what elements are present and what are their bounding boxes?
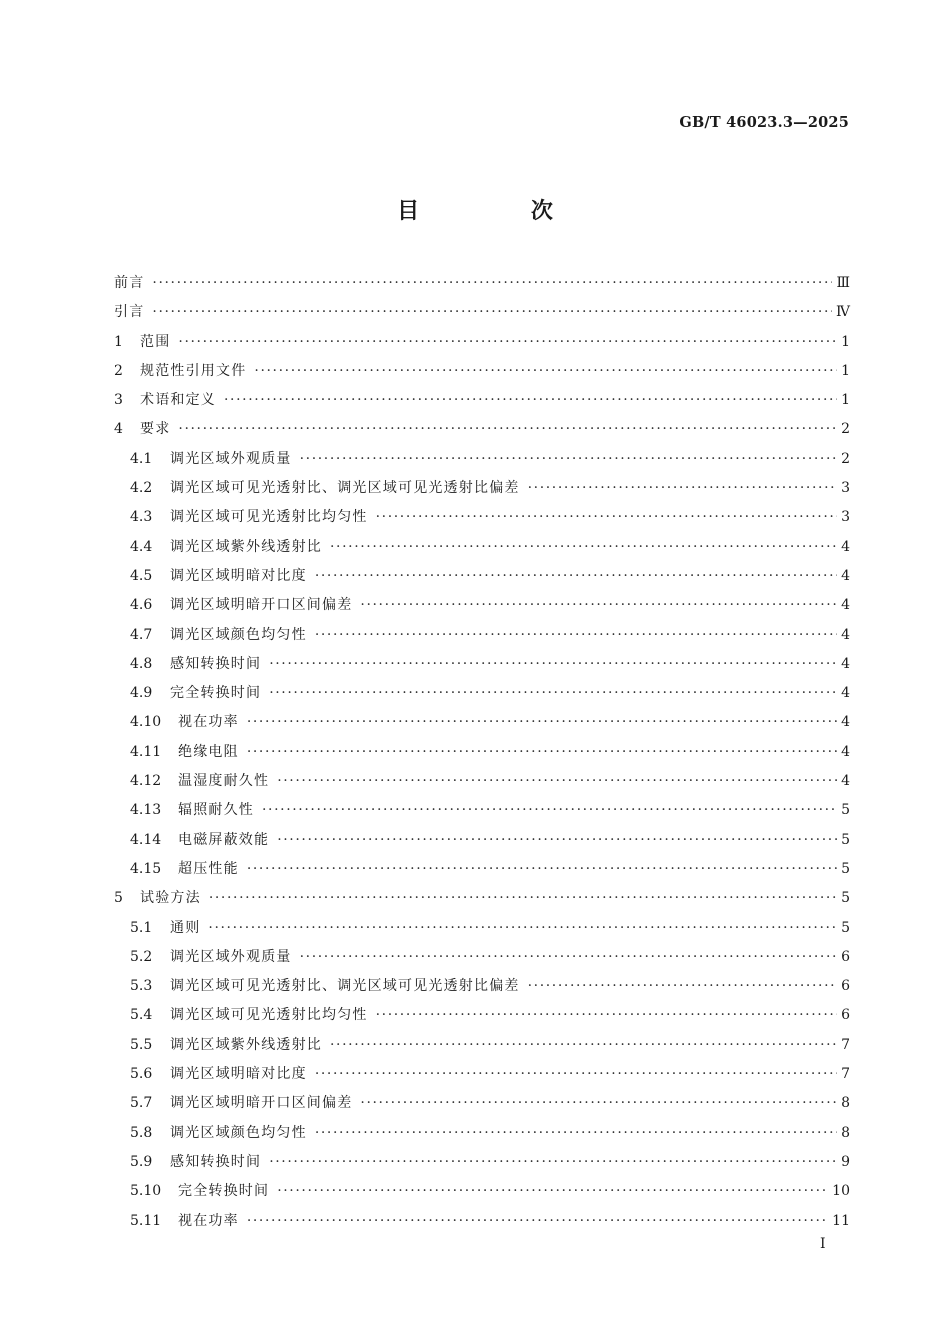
toc-entry[interactable]	[114, 767, 850, 796]
toc-entry-title: 术语和定义	[140, 392, 216, 409]
toc-entry-page: 1	[841, 362, 850, 379]
toc-entry-page: 4	[841, 714, 850, 731]
toc-entry-title: 规范性引用文件	[140, 362, 247, 379]
toc-entry-title: 范围	[140, 333, 171, 350]
toc-entry-number: 5.3	[130, 978, 153, 995]
toc-entry-page: Ⅳ	[836, 304, 850, 321]
toc-entry-page: 4	[841, 597, 850, 614]
dot-leader	[224, 386, 837, 415]
toc-entry-title: 调光区域可见光透射比均匀性	[170, 509, 368, 526]
toc-entry[interactable]	[114, 1177, 850, 1206]
toc-entry-title: 前言	[114, 275, 145, 291]
toc-entry-title: 调光区域紫外线透射比	[170, 538, 322, 555]
toc-entry-number: 2	[114, 362, 123, 379]
toc-entry-page: 5	[841, 802, 850, 819]
toc-entry-page: 4	[841, 743, 850, 760]
toc-entry-number: 4.12	[130, 773, 162, 790]
toc-entry-title: 调光区域可见光透射比均匀性	[170, 1007, 368, 1024]
toc-entry[interactable]	[114, 796, 850, 825]
toc-entry[interactable]	[114, 591, 850, 620]
toc-entry-title: 完全转换时间	[170, 685, 262, 702]
toc-entry-page: 5	[841, 860, 850, 877]
toc-entry[interactable]	[114, 1001, 850, 1030]
toc-entry-number: 4.4	[130, 538, 153, 555]
toc-entry-page: 4	[841, 685, 850, 702]
toc-entry[interactable]	[114, 1089, 850, 1118]
toc-entry-page: 3	[841, 480, 850, 497]
dot-leader	[277, 1177, 828, 1206]
toc-entry[interactable]	[114, 474, 850, 503]
dot-leader	[315, 562, 837, 591]
toc-entry-page: 7	[841, 1066, 850, 1083]
toc-entry[interactable]	[114, 1207, 850, 1236]
toc-entry-title: 辐照耐久性	[178, 802, 254, 819]
toc-entry-number: 4.8	[130, 655, 153, 672]
toc-entry[interactable]	[114, 621, 850, 650]
dot-leader	[208, 914, 837, 943]
toc-entry[interactable]	[114, 1148, 850, 1177]
toc-entry-page: 4	[841, 626, 850, 643]
toc-entry[interactable]	[114, 386, 850, 415]
toc-entry[interactable]	[114, 679, 850, 708]
toc-entry-title: 绝缘电阻	[178, 743, 239, 760]
toc-entry[interactable]	[114, 914, 850, 943]
toc-entry-title: 调光区域外观质量	[170, 450, 292, 467]
toc-entry-number: 5.11	[130, 1212, 162, 1229]
dot-leader	[277, 826, 837, 855]
dot-leader	[376, 1001, 837, 1030]
dot-leader	[315, 1060, 837, 1089]
toc-entry-title: 调光区域明暗开口区间偏差	[170, 1095, 353, 1112]
toc-entry-title: 要求	[140, 421, 171, 438]
toc-entry[interactable]	[114, 855, 850, 884]
toc-entry-page: 4	[841, 538, 850, 555]
toc-entry-number: 4.11	[130, 743, 162, 760]
dot-leader	[262, 796, 837, 825]
dot-leader	[247, 855, 837, 884]
toc-entry-page: 4	[841, 773, 850, 790]
dot-leader	[528, 972, 837, 1001]
dot-leader	[330, 1031, 837, 1060]
toc-entry-title: 调光区域颜色均匀性	[170, 626, 307, 643]
toc-entry-page: 7	[841, 1036, 850, 1053]
toc-entry-title: 调光区域明暗开口区间偏差	[170, 597, 353, 614]
toc-entry-page: 8	[841, 1095, 850, 1112]
toc-entry-page: 8	[841, 1124, 850, 1141]
toc-entry-page: 5	[841, 919, 850, 936]
toc-entry[interactable]	[114, 972, 850, 1001]
toc-entry-page: 1	[841, 392, 850, 409]
toc-entry-number: 5.4	[130, 1007, 153, 1024]
dot-leader	[247, 738, 837, 767]
toc-entry-number: 4.1	[130, 450, 153, 467]
dot-leader	[209, 884, 837, 913]
dot-leader	[269, 1148, 837, 1177]
dot-leader	[247, 708, 837, 737]
toc-entry-page: 1	[841, 333, 850, 350]
dot-leader	[300, 445, 837, 474]
toc-entry-title: 完全转换时间	[178, 1183, 270, 1200]
toc-entry-title: 视在功率	[178, 714, 239, 731]
toc-entry-number: 5.10	[130, 1183, 162, 1200]
dot-leader	[277, 767, 837, 796]
toc-entry-page: 4	[841, 655, 850, 672]
toc-entry-number: 5	[114, 890, 123, 907]
toc-entry-title: 温湿度耐久性	[178, 773, 270, 790]
toc-entry-title: 电磁屏蔽效能	[178, 831, 270, 848]
toc-entry[interactable]	[114, 826, 850, 855]
dot-leader	[315, 621, 837, 650]
toc-entry-title: 调光区域可见光透射比、调光区域可见光透射比偏差	[170, 480, 520, 497]
toc-entry-title: 引言	[114, 304, 145, 321]
toc-entry-title: 超压性能	[178, 860, 239, 877]
toc-entry[interactable]	[114, 445, 850, 474]
toc-entry-number: 3	[114, 392, 123, 409]
dot-leader	[315, 1119, 837, 1148]
toc-entry-number: 1	[114, 333, 123, 350]
toc-entry-number: 4.3	[130, 509, 153, 526]
toc-entry-page: 5	[841, 890, 850, 907]
toc-entry-title: 通则	[170, 919, 201, 936]
toc-entry-title: 调光区域颜色均匀性	[170, 1124, 307, 1141]
toc-entry-page: 5	[841, 831, 850, 848]
toc-entry[interactable]	[114, 533, 850, 562]
toc-entry-number: 4.9	[130, 685, 153, 702]
toc-entry-page: 6	[841, 1007, 850, 1024]
toc-entry[interactable]	[114, 415, 850, 444]
page-title: 目 次	[397, 199, 605, 224]
toc-entry-title: 调光区域明暗对比度	[170, 567, 307, 584]
toc-entry-number: 4.6	[130, 597, 153, 614]
toc-entry[interactable]	[114, 650, 850, 679]
dot-leader	[152, 269, 832, 298]
dot-leader	[247, 1207, 828, 1236]
toc-entry[interactable]	[114, 357, 850, 386]
toc-entry-page: 6	[841, 948, 850, 965]
toc-entry-page: 2	[841, 421, 850, 438]
dot-leader	[528, 474, 837, 503]
dot-leader	[360, 1089, 837, 1118]
toc-entry-page: 3	[841, 509, 850, 526]
toc-entry-number: 4	[114, 421, 123, 438]
toc-entry-number: 4.7	[130, 626, 153, 643]
dot-leader	[178, 328, 837, 357]
toc-entry-number: 4.15	[130, 860, 162, 877]
standard-code: GB/T 46023.3—2025	[679, 114, 849, 131]
toc-entry-number: 5.7	[130, 1095, 153, 1112]
toc-entry[interactable]	[114, 943, 850, 972]
toc-entry[interactable]	[114, 738, 850, 767]
toc-entry-number: 4.2	[130, 480, 153, 497]
toc-entry-number: 4.5	[130, 567, 153, 584]
toc-entry-title: 感知转换时间	[170, 655, 262, 672]
toc-entry-page: 9	[841, 1153, 850, 1170]
toc-entry-title: 感知转换时间	[170, 1153, 262, 1170]
toc-entry-page: 2	[841, 450, 850, 467]
toc-entry-title: 调光区域明暗对比度	[170, 1066, 307, 1083]
toc-entry-page: 4	[841, 567, 850, 584]
toc-entry-page: 6	[841, 978, 850, 995]
toc-entry-title: 调光区域紫外线透射比	[170, 1036, 322, 1053]
toc-entry-number: 4.14	[130, 831, 162, 848]
toc-entry-number: 5.1	[130, 919, 153, 936]
toc-entry[interactable]	[114, 1060, 850, 1089]
toc-entry-title: 试验方法	[140, 890, 201, 907]
toc-entry[interactable]	[114, 1031, 850, 1060]
toc-entry-number: 5.9	[130, 1153, 153, 1170]
dot-leader	[269, 650, 837, 679]
toc-entry-title: 调光区域可见光透射比、调光区域可见光透射比偏差	[170, 978, 520, 995]
toc-entry[interactable]	[114, 298, 850, 327]
toc-entry[interactable]	[114, 562, 850, 591]
page-number: I	[820, 1236, 826, 1252]
dot-leader	[330, 533, 837, 562]
toc-entry-page: 10	[832, 1183, 850, 1200]
dot-leader	[269, 679, 837, 708]
toc-entry-title: 调光区域外观质量	[170, 948, 292, 965]
dot-leader	[254, 357, 837, 386]
toc-entry-number: 5.5	[130, 1036, 153, 1053]
toc-entry[interactable]	[114, 884, 850, 913]
toc-entry-title: 视在功率	[178, 1212, 239, 1229]
toc-entry[interactable]	[114, 269, 850, 298]
toc-entry-number: 5.2	[130, 948, 153, 965]
toc-entry[interactable]	[114, 328, 850, 357]
dot-leader	[376, 503, 837, 532]
dot-leader	[360, 591, 837, 620]
toc-entry-number: 5.8	[130, 1124, 153, 1141]
toc-entry-number: 5.6	[130, 1066, 153, 1083]
table-of-contents	[114, 269, 850, 1236]
toc-entry[interactable]	[114, 503, 850, 532]
toc-entry[interactable]	[114, 708, 850, 737]
dot-leader	[300, 943, 837, 972]
toc-entry-page: Ⅲ	[836, 275, 850, 291]
toc-entry-page: 11	[832, 1212, 850, 1229]
toc-entry-number: 4.13	[130, 802, 162, 819]
dot-leader	[178, 415, 837, 444]
toc-entry[interactable]	[114, 1119, 850, 1148]
toc-entry-number: 4.10	[130, 714, 162, 731]
dot-leader	[152, 298, 832, 327]
